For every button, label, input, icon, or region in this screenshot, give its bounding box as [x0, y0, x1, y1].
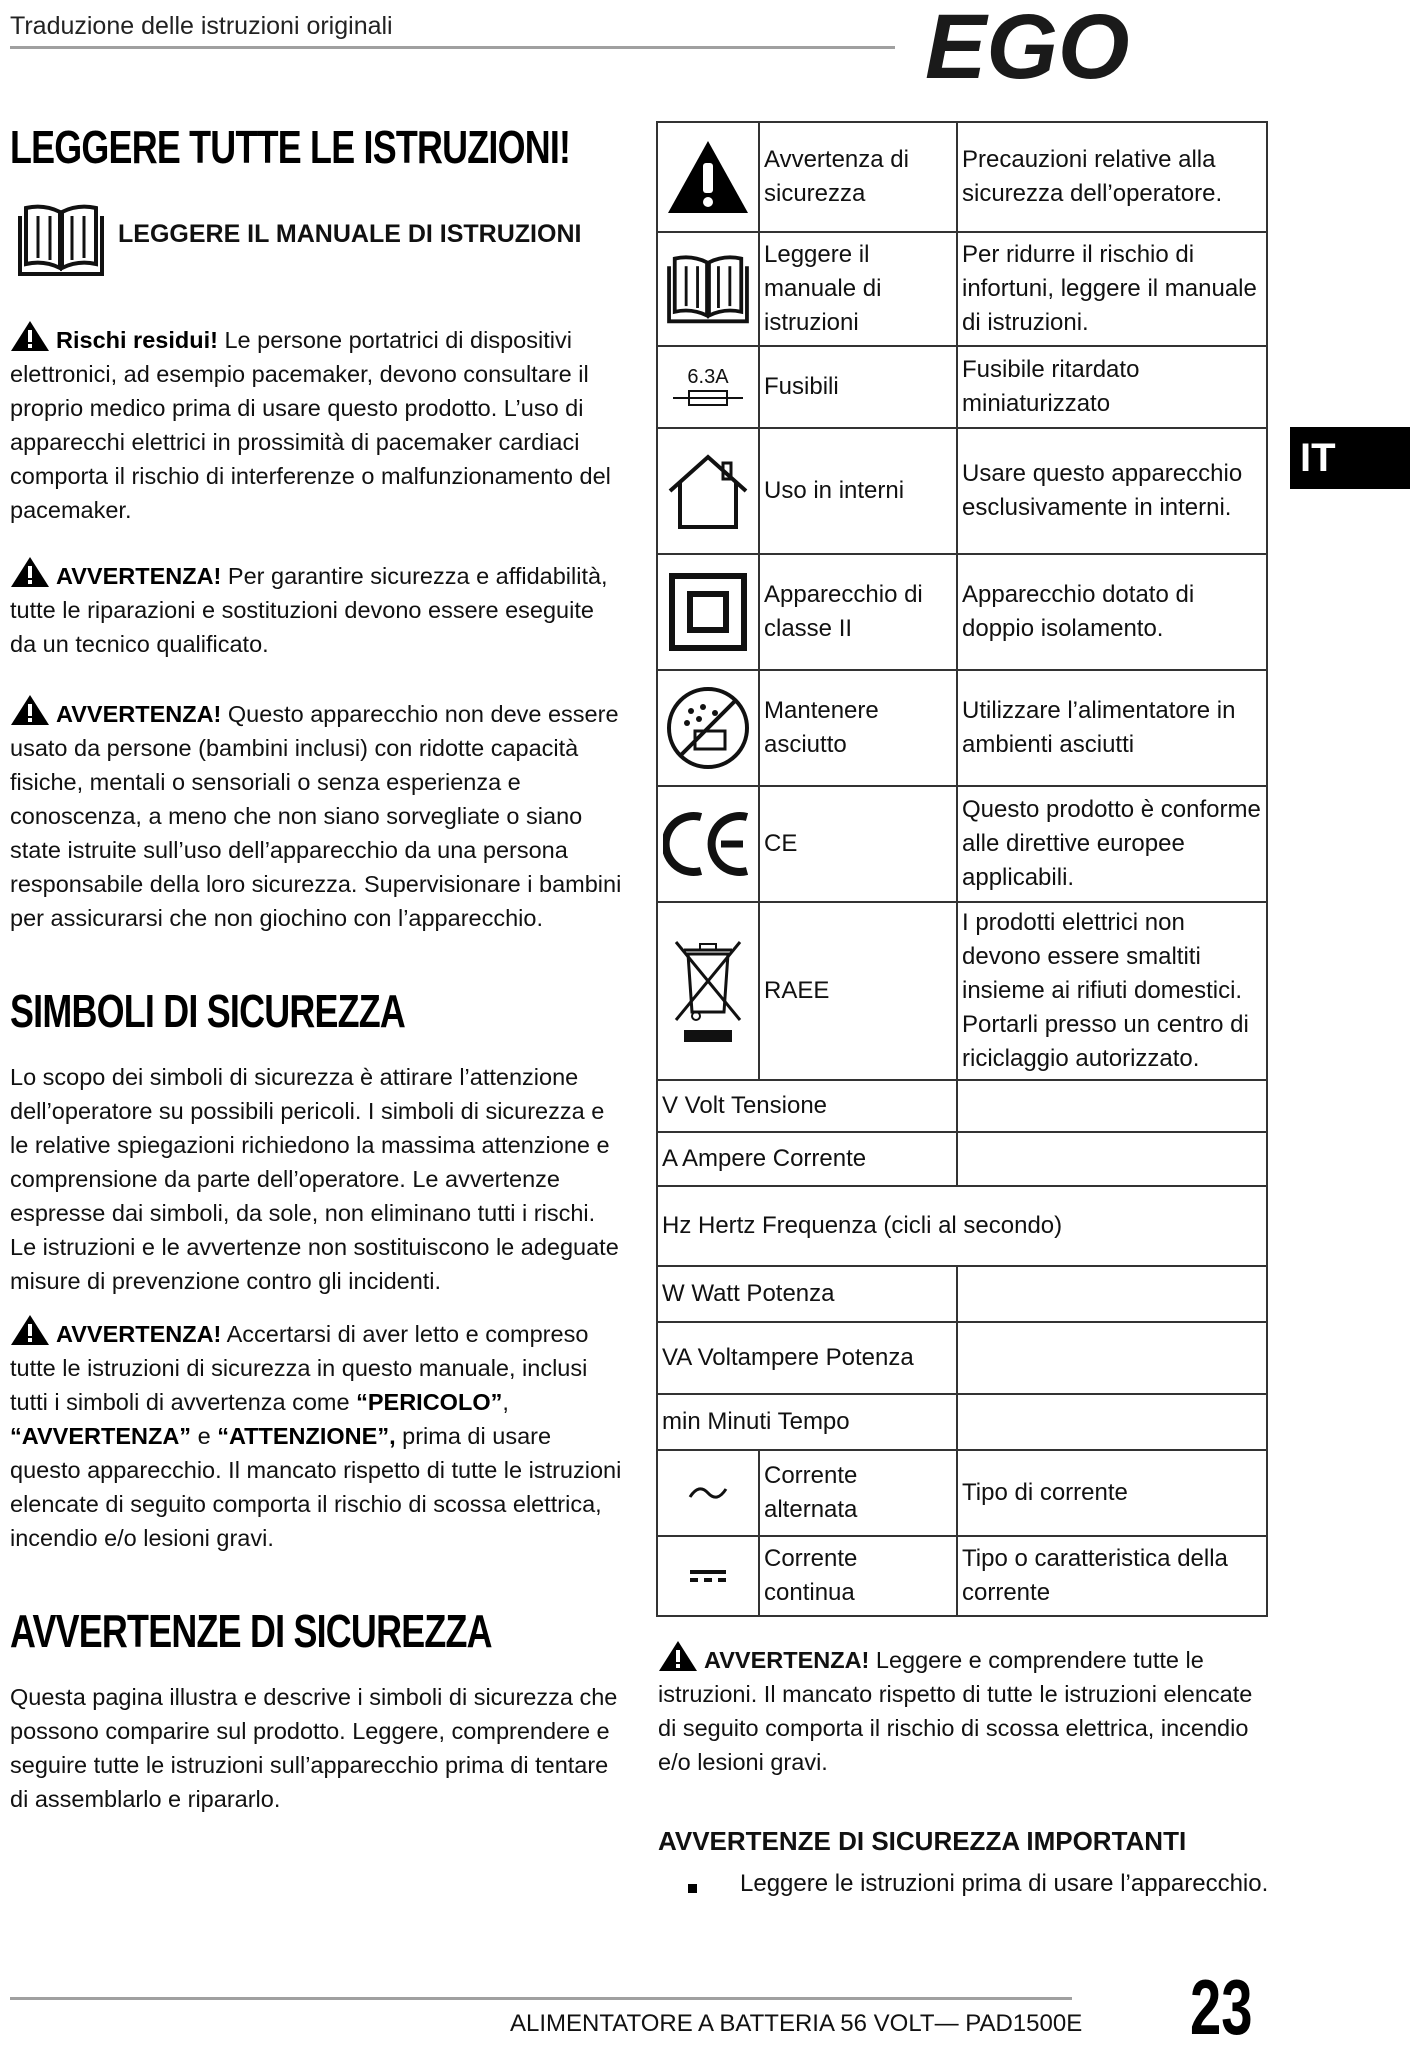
empty-cell [957, 1322, 1267, 1394]
symbols-paragraph: Lo scopo dei simboli di sicurezza è attirare l’attenzione dell’operatore su possibili pericoli. I simboli di sicurezza e le relative spiegazioni richiedono la massima attenzione e comprensione da parte dell’operatore. Le avvertenze espresse dai simboli, da sole, non eliminano tutti i rischi. Le istruzioni e le avvertenze non sostituiscono le adeguate misure di prevenzione contro gli incidenti. [10, 1064, 619, 1294]
icon-cell [657, 428, 759, 554]
table-row [657, 1186, 1267, 1266]
warning-read-text-a: Accertarsi di aver letto e compreso tutte le istruzioni di sicurezza in questo manuale, inclusi tutti i simboli di avvertenza come [10, 1321, 589, 1415]
unit-text: A Ampere Corrente [657, 1132, 957, 1186]
warning-persons-text: Questo apparecchio non deve essere usato da persone (bambini inclusi) con ridotte capacità fisiche, mentali o sensoriali o senza esperienza e conoscenza, a meno che non siano sorvegliate o siano state istruite sull’uso dell’apparecchio da una persona responsabile della loro sicurezza. Supervisionare i bambini per assicurarsi che non giochino con l’apparecchio. [10, 701, 622, 931]
unit-text: Hz Hertz Frequenza (cicli al secondo) [657, 1186, 1267, 1266]
ce-mark-icon [663, 809, 753, 879]
icon-cell [657, 232, 759, 346]
logo-text: EGO [925, 10, 1130, 88]
dc-current-icon [686, 1564, 730, 1588]
warning-understand-text: Leggere e comprendere tutte le istruzioni. Il mancato rispetto di tutte le istruzioni elencate di seguito comporta il rischio di scossa elettrica, incendio e/o lesioni gravi. [658, 1647, 1253, 1775]
language-tab: IT [1290, 427, 1410, 489]
icon-cell [657, 786, 759, 902]
manual-label: LEGGERE IL MANUALE DI ISTRUZIONI [118, 220, 582, 248]
table-row [657, 122, 1267, 232]
keep-dry-icon [665, 685, 751, 771]
table-row [657, 1080, 1267, 1132]
house-icon [665, 451, 751, 531]
ego-logo [925, 10, 1265, 88]
fuse-rating: 6.3A [687, 366, 729, 388]
table-row [657, 1132, 1267, 1186]
table-row [657, 1536, 1267, 1616]
unit-text: V Volt Tensione [657, 1080, 957, 1132]
symbols-table [656, 121, 1268, 1617]
empty-cell [957, 1132, 1267, 1186]
table-row [657, 1450, 1267, 1536]
warning-triangle-icon [665, 137, 751, 217]
warning-label: AVVERTENZA! [56, 563, 222, 589]
symbol-desc: Apparecchio dotato di doppio isolamento. [957, 554, 1267, 670]
unit-text: VA Voltampere Potenza [657, 1322, 957, 1394]
symbol-desc: Tipo o caratteristica della corrente [957, 1536, 1267, 1616]
warning-triangle-icon [658, 1640, 698, 1672]
safety-warnings-paragraph: Questa pagina illustra e descrive i simboli di sicurezza che possono comparire sul prodotto. Leggere, comprendere e seguire tutte le istruzioni sull’apparecchio prima di tentare di assemblarlo e ripararlo. [10, 1684, 618, 1812]
icon-cell [657, 902, 759, 1080]
table-row [657, 1322, 1267, 1394]
symbol-desc: Tipo di corrente [957, 1450, 1267, 1536]
table-row [657, 670, 1267, 786]
ac-wave-icon [686, 1481, 730, 1505]
table-row [657, 232, 1267, 346]
important-warnings-heading: AVVERTENZE DI SICUREZZA IMPORTANTI [658, 1826, 1187, 1856]
symbol-name: CE [759, 786, 957, 902]
empty-cell [957, 1266, 1267, 1322]
header-text: Traduzione delle istruzioni originali [10, 12, 393, 40]
symbol-desc: Questo prodotto è conforme alle direttive europee applicabili. [957, 786, 1267, 902]
warning-label: AVVERTENZA! [56, 1321, 222, 1347]
icon-cell [657, 1450, 759, 1536]
empty-cell [957, 1394, 1267, 1450]
symbol-desc: I prodotti elettrici non devono essere smaltiti insieme ai rifiuti domestici. Portarli presso un centro di riciclaggio autorizzato. [957, 902, 1267, 1080]
warning-read-text-b: prima di usare questo apparecchio. Il mancato rispetto di tutte le istruzioni elencate di seguito comporta il rischio di scossa elettrica, incendio e/o lesioni gravi. [10, 1423, 622, 1551]
manual-book-icon [16, 200, 106, 280]
table-row [657, 346, 1267, 428]
symbol-name: Fusibili [759, 346, 957, 428]
pericolo-term: “PERICOLO” [356, 1389, 503, 1415]
warning-triangle-icon [10, 694, 50, 726]
icon-cell [657, 122, 759, 232]
warning-label: AVVERTENZA! [704, 1647, 870, 1673]
warning-triangle-icon [10, 320, 50, 352]
symbol-desc: Usare questo apparecchio esclusivamente in interni. [957, 428, 1267, 554]
title-read-all: LEGGERE TUTTE LE ISTRUZIONI! [10, 121, 571, 173]
class-ii-icon [668, 572, 748, 652]
symbol-desc: Fusibile ritardato miniaturizzato [957, 346, 1267, 428]
warning-read-manual-paragraph [10, 1314, 625, 1555]
table-row [657, 786, 1267, 902]
symbol-name: Leggere il manuale di istruzioni [759, 232, 957, 346]
icon-cell [657, 1536, 759, 1616]
fuse-icon [673, 388, 743, 408]
residual-risk-paragraph [10, 320, 625, 527]
warning-repairs-text: Per garantire sicurezza e affidabilità, tutte le riparazioni e sostituzioni devono essere eseguite da un tecnico qualificato. [10, 563, 608, 657]
title-safety-symbols: SIMBOLI DI SICUREZZA [10, 985, 406, 1037]
warning-understand-paragraph [658, 1640, 1268, 1779]
attenzione-term: “ATTENZIONE”, [217, 1423, 396, 1449]
empty-cell [957, 1080, 1267, 1132]
bullet-item: Leggere le istruzioni prima di usare l’apparecchio. [740, 1870, 1269, 1897]
table-row [657, 1266, 1267, 1322]
warning-persons-paragraph [10, 694, 625, 935]
symbol-desc: Per ridurre il rischio di infortuni, leggere il manuale di istruzioni. [957, 232, 1267, 346]
unit-text: min Minuti Tempo [657, 1394, 957, 1450]
manual-book-icon [665, 251, 751, 327]
bullet-marker [688, 1884, 697, 1893]
icon-cell [657, 670, 759, 786]
symbol-desc: Precauzioni relative alla sicurezza dell’operatore. [957, 122, 1267, 232]
warning-triangle-icon [10, 556, 50, 588]
icon-cell [657, 346, 759, 428]
symbol-name: Corrente alternata [759, 1450, 957, 1536]
warning-repairs-paragraph [10, 556, 625, 661]
header-rule [10, 46, 895, 49]
symbol-name: Corrente continua [759, 1536, 957, 1616]
residual-risk-label: Rischi residui! [56, 327, 218, 353]
symbol-name: Mantenere asciutto [759, 670, 957, 786]
footer-text: ALIMENTATORE A BATTERIA 56 VOLT— PAD1500E [510, 2010, 1083, 2037]
footer-rule [10, 1997, 1072, 2000]
unit-text: W Watt Potenza [657, 1266, 957, 1322]
table-row [657, 902, 1267, 1080]
symbol-name: Uso in interni [759, 428, 957, 554]
icon-cell [657, 554, 759, 670]
table-row [657, 554, 1267, 670]
comma: , [502, 1389, 509, 1415]
warning-label: AVVERTENZA! [56, 701, 222, 727]
and-word: e [191, 1423, 218, 1449]
weee-bin-icon [670, 936, 746, 1046]
page-number: 23 [1190, 1963, 1253, 2051]
symbol-name: RAEE [759, 902, 957, 1080]
avvertenza-term: “AVVERTENZA” [10, 1423, 192, 1449]
symbol-desc: Utilizzare l’alimentatore in ambienti asciutti [957, 670, 1267, 786]
symbol-name: Avvertenza di sicurezza [759, 122, 957, 232]
warning-triangle-icon [10, 1314, 50, 1346]
symbol-name: Apparecchio di classe II [759, 554, 957, 670]
residual-risk-text: Le persone portatrici di dispositivi elettronici, ad esempio pacemaker, devono consultare il proprio medico prima di usare questo prodotto. L’uso di apparecchi elettrici in prossimità di pacemaker cardiaci comporta il rischio di interferenze o malfunzionamento del pacemaker. [10, 327, 611, 523]
table-row [657, 1394, 1267, 1450]
table-row [657, 428, 1267, 554]
title-safety-warnings: AVVERTENZE DI SICUREZZA [10, 1605, 492, 1657]
